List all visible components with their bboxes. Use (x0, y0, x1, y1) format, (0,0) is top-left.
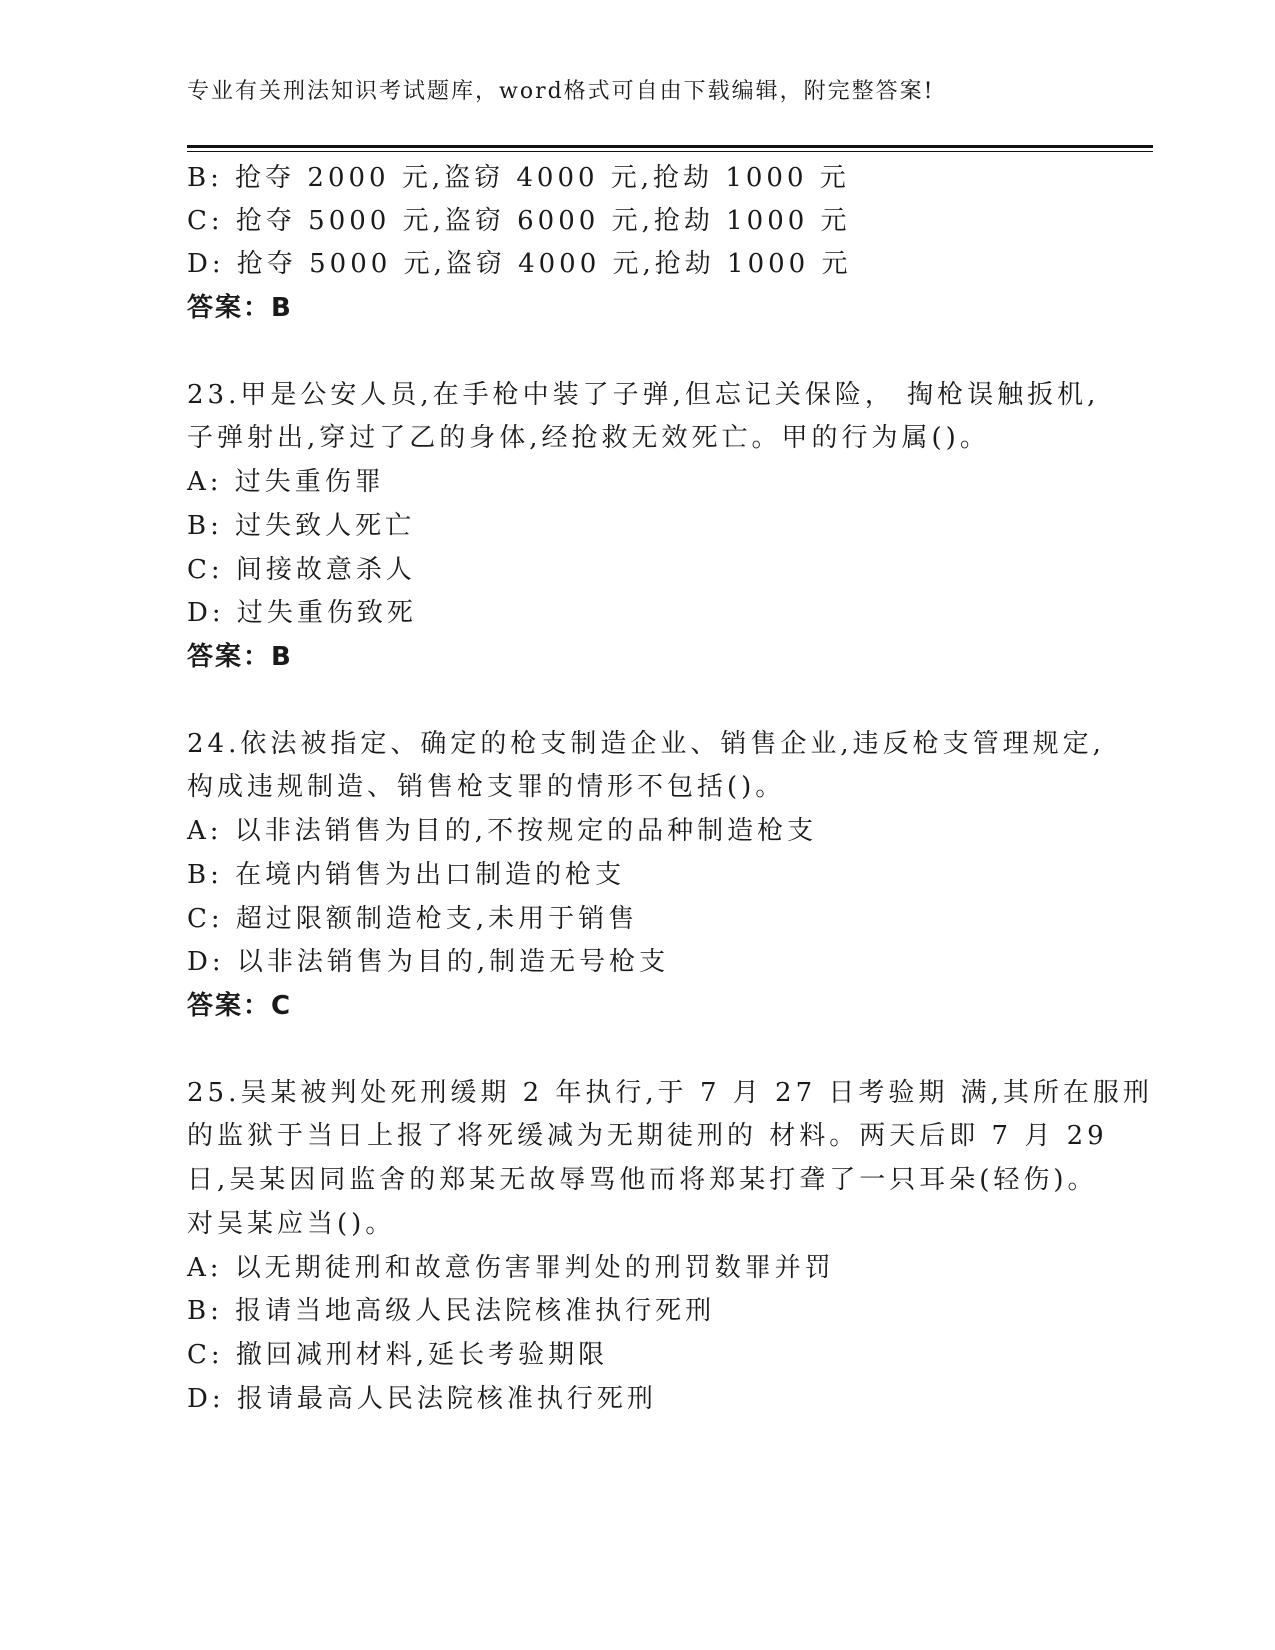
q25-stem-line-4: 对吴某应当()。 (187, 1209, 396, 1239)
q24-stem-line-1: 24.依法被指定、确定的枪支制造企业、销售企业,违反枪支管理规定, (187, 729, 1105, 759)
q24-option-a: A: 以非法销售为目的,不按规定的品种制造枪支 (187, 816, 818, 846)
q25-option-d: D: 报请最高人民法院核准执行死刑 (187, 1384, 657, 1414)
q23-option-b: B: 过失致人死亡 (187, 511, 416, 541)
q22-option-c: C: 抢夺 5000 元,盗窃 6000 元,抢劫 1000 元 (187, 206, 851, 236)
q25-stem-line-2: 的监狱于当日上报了将死缓减为无期徒刑的 材料。两天后即 7 月 29 (187, 1121, 1108, 1151)
q23-stem-line-1: 23.甲是公安人员,在手枪中装了子弹,但忘记关保险， 掏枪误触扳机, (187, 380, 1100, 410)
header-rule-thin (187, 151, 1153, 152)
q24-option-c: C: 超过限额制造枪支,未用于销售 (187, 904, 639, 934)
q25-option-c: C: 撤回减刑材料,延长考验期限 (187, 1340, 609, 1370)
q24-stem-line-2: 构成违规制造、销售枪支罪的情形不包括()。 (187, 772, 786, 802)
q24-answer: 答案：C (187, 991, 293, 1021)
q24-option-d: D: 以非法销售为目的,制造无号枪支 (187, 947, 670, 977)
q23-option-c: C: 间接故意杀人 (187, 555, 416, 585)
q23-option-d: D: 过失重伤致死 (187, 598, 417, 628)
q22-option-b: B: 抢夺 2000 元,盗窃 4000 元,抢劫 1000 元 (187, 163, 850, 193)
q25-option-a: A: 以无期徒刑和故意伤害罪判处的刑罚数罪并罚 (187, 1253, 835, 1283)
q24-option-b: B: 在境内销售为出口制造的枪支 (187, 860, 626, 890)
q25-stem-line-3: 日,吴某因同监舍的郑某无故辱骂他而将郑某打聋了一只耳朵(轻伤)。 (187, 1165, 1098, 1195)
q23-stem-line-2: 子弹射出,穿过了乙的身体,经抢救无效死亡。甲的行为属()。 (187, 423, 990, 453)
document-header: 专业有关刑法知识考试题库，word格式可自由下载编辑，附完整答案! (187, 79, 935, 104)
q25-stem-line-1: 25.吴某被判处死刑缓期 2 年执行,于 7 月 27 日考验期 满,其所在服刑 (187, 1078, 1153, 1108)
q22-option-d: D: 抢夺 5000 元,盗窃 4000 元,抢劫 1000 元 (187, 249, 852, 279)
q25-option-b: B: 报请当地高级人民法院核准执行死刑 (187, 1296, 716, 1326)
q23-option-a: A: 过失重伤罪 (187, 467, 385, 497)
q22-answer: 答案：B (187, 293, 293, 323)
q23-answer: 答案：B (187, 642, 293, 672)
header-rule-thick (187, 145, 1153, 148)
